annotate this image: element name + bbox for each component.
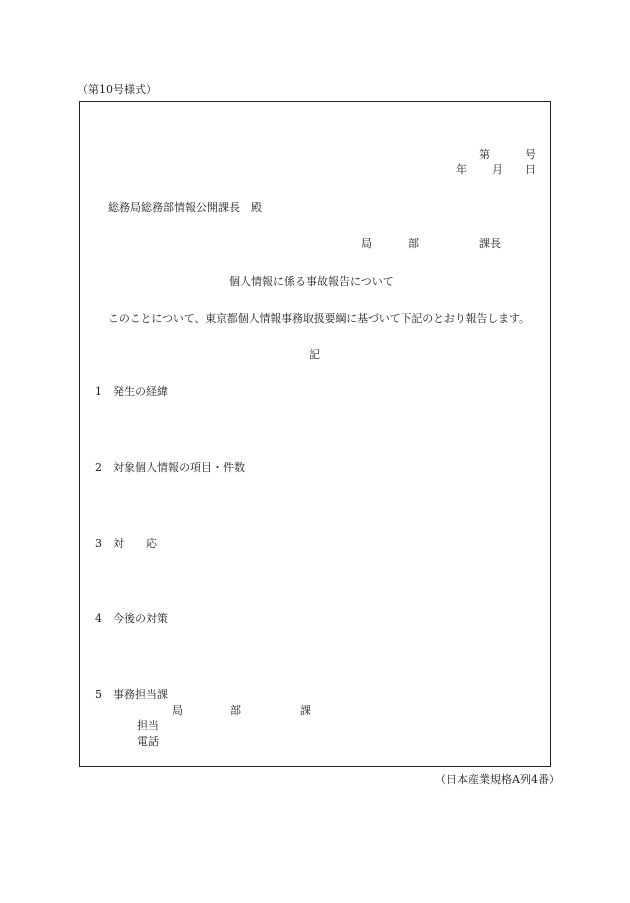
item-number-4: 4 <box>95 612 102 625</box>
sender-department: 部 <box>408 237 419 250</box>
sender-bureau: 局 <box>361 237 372 250</box>
contact-person: 担当 <box>137 719 159 732</box>
item-label-4: 今後の対策 <box>113 612 168 625</box>
form-number: （第10号様式） <box>77 83 157 96</box>
item-label-1: 発生の経緯 <box>113 385 168 398</box>
item-number-3: 3 <box>95 537 102 550</box>
item-number-5: 5 <box>95 688 102 701</box>
contact-section: 課 <box>300 704 311 717</box>
item-label-3: 対 応 <box>113 537 157 550</box>
item-label-2: 対象個人情報の項目・件数 <box>113 461 245 474</box>
item-number-2: 2 <box>95 461 102 474</box>
body-text: このことについて、東京都個人情報事務取扱要綱に基づいて下記のとおり報告します。 <box>108 312 530 325</box>
addressee: 総務局総務部情報公開課長 殿 <box>108 201 262 214</box>
item-label-5: 事務担当課 <box>113 688 168 701</box>
date-day: 日 <box>525 163 536 176</box>
contact-phone: 電話 <box>137 735 159 748</box>
ki-heading: 記 <box>309 348 320 361</box>
report-title: 個人情報に係る事故報告について <box>229 275 394 288</box>
contact-department: 部 <box>230 704 241 717</box>
sender-section-chief: 課長 <box>479 237 501 250</box>
footer-note: （日本産業規格A列4番） <box>435 773 560 786</box>
date-year: 年 <box>456 163 467 176</box>
date-month: 月 <box>492 163 503 176</box>
item-number-1: 1 <box>95 385 102 398</box>
number-label: 第 <box>479 148 490 161</box>
number-suffix: 号 <box>525 148 536 161</box>
contact-bureau: 局 <box>172 704 183 717</box>
